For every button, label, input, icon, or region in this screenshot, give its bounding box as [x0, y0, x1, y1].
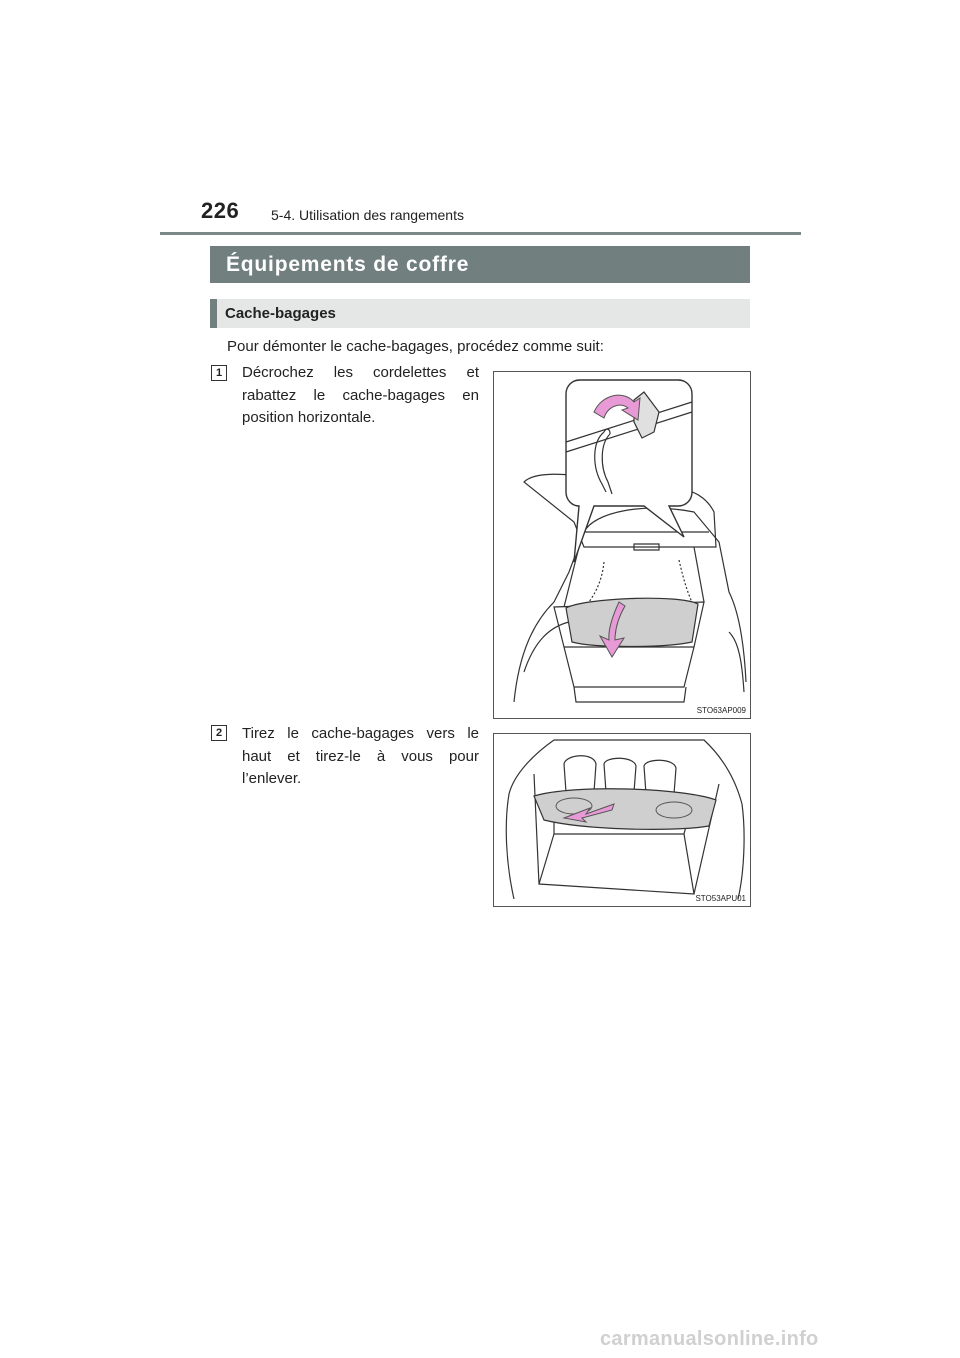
- figure-1-trunk-open: [493, 371, 751, 719]
- step-2-number: 2: [211, 725, 227, 741]
- section-title: [210, 246, 750, 283]
- illustration-cover-removal: [494, 734, 750, 906]
- watermark: carmanualsonline.info: [600, 1328, 819, 1350]
- header-divider: [160, 232, 801, 235]
- figure-2-cover-removal: [493, 733, 751, 907]
- figure-1-code: STO63AP009: [696, 706, 746, 715]
- step-2-text: Tirez le cache-bagages vers le haut et tirez-le à vous pour l’enlever.: [242, 725, 479, 787]
- figure-2-code: STO53APU01: [695, 894, 746, 903]
- subsection-title: [210, 299, 750, 328]
- page-number: 226: [201, 198, 240, 223]
- subsection-title-text: Cache-bagages: [225, 305, 336, 322]
- step-1-text: Décrochez les cordelettes et rabattez le cache-bagages en position horizontale.: [242, 364, 479, 426]
- section-title-text: Équipements de coffre: [226, 252, 470, 276]
- section-reference: 5-4. Utilisation des rangements: [271, 207, 464, 223]
- illustration-hatchback-cover: [494, 372, 750, 718]
- intro-text: Pour démonter le cache-bagages, procédez comme suit:: [227, 338, 604, 355]
- step-1-number: 1: [211, 365, 227, 381]
